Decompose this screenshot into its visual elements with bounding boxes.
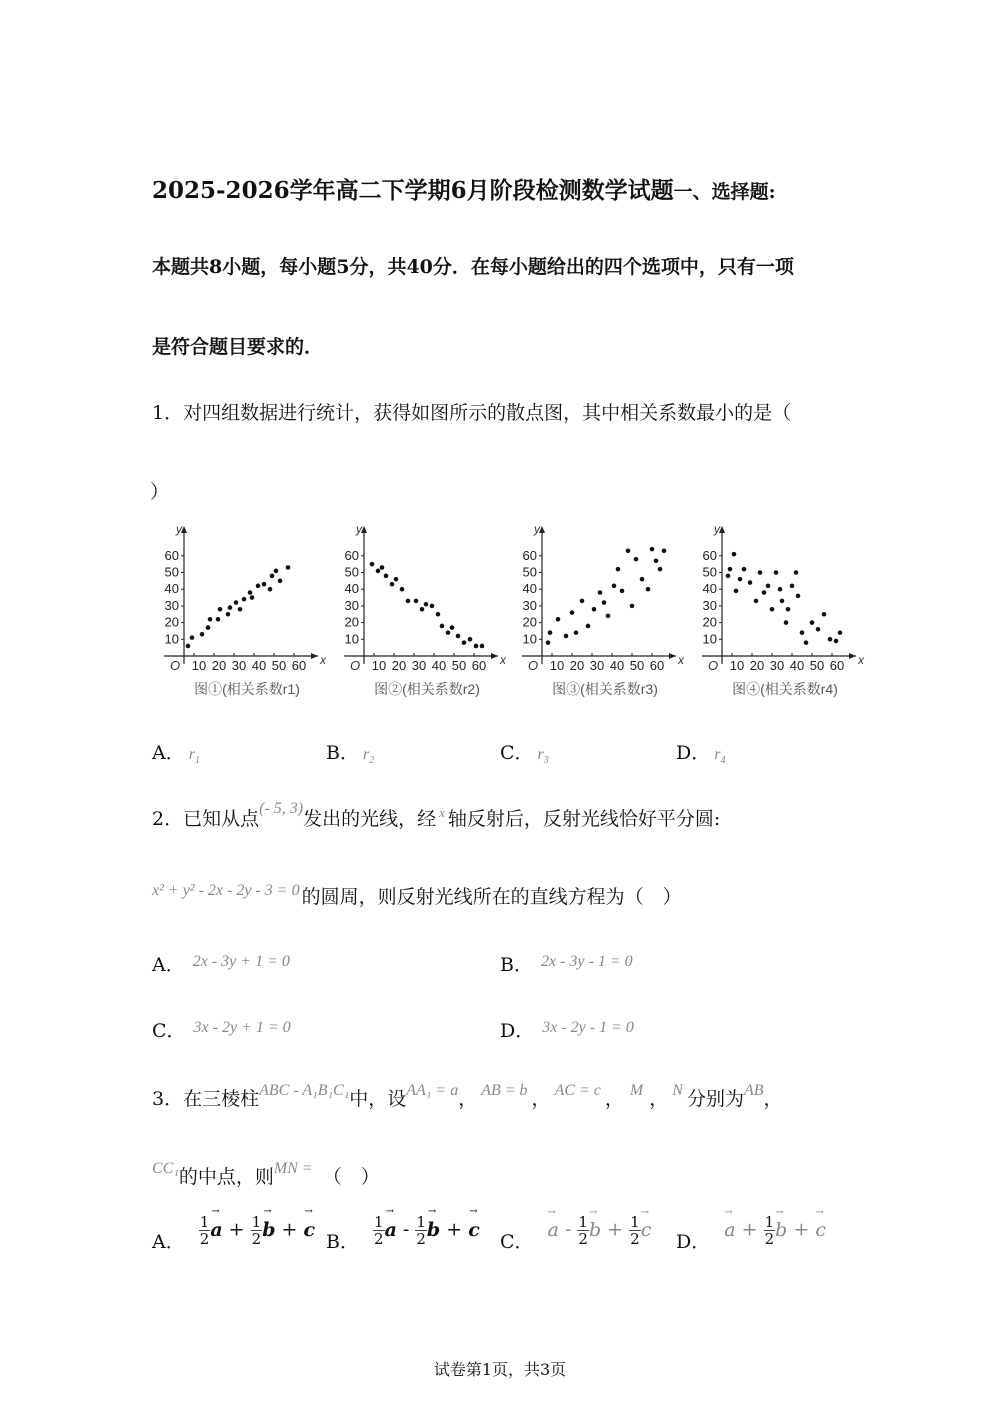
q3-paren: （ ） [322,1166,380,1188]
x-tick-label: 50 [809,658,825,673]
data-point [646,587,651,592]
data-point [828,637,833,642]
data-point [586,624,591,629]
data-point [770,607,775,612]
x-tick-label: 20 [569,658,585,673]
data-point [234,600,239,605]
data-point [780,599,785,604]
page-title [152,172,776,205]
data-point [778,587,783,592]
q2-option-c[interactable] [152,1016,291,1043]
x-tick-label: 50 [451,658,467,673]
scatter-chart-1 [152,522,332,702]
data-point [200,632,205,637]
x-tick-label: 40 [251,658,267,673]
data-point [228,605,233,610]
y-tick-label: 60 [344,547,359,563]
y-tick-label: 50 [522,564,537,580]
q2-stem [152,800,721,831]
data-point [468,637,473,642]
data-point [800,630,805,635]
y-tick-label: 60 [164,547,179,563]
q1-option-d[interactable] [676,738,725,765]
data-point [436,612,441,617]
x-tick-label: 10 [729,658,745,673]
data-point [822,612,827,617]
x-tick-label: 60 [291,658,307,673]
data-point [754,599,759,604]
data-point [580,599,585,604]
x-tick-label: 60 [649,658,665,673]
q3-ab: AB [743,1082,764,1099]
data-point [794,570,799,575]
x-tick-label: 10 [191,658,207,673]
data-point [250,595,255,600]
y-tick-label: 30 [522,597,537,613]
data-point [734,589,739,594]
y-axis-label: y [714,522,720,536]
option-label: D． [676,1230,711,1253]
q3-option-b[interactable]: B． $\frac{1}{2}$ → a - $\frac{1}{2}$ → b + → c [326,1214,480,1247]
data-point [556,617,561,622]
data-point [376,569,381,574]
data-point [726,574,731,579]
data-point [774,570,779,575]
data-point [450,625,455,630]
data-point [546,640,551,645]
q3-sep: ， [531,1088,551,1110]
origin-label: O [708,658,719,673]
q3-m: M [629,1082,644,1099]
option-label: B． [326,1230,359,1253]
q1-option-a[interactable] [152,738,200,765]
q3-eq2: AB = b [481,1082,528,1099]
data-point [650,547,655,552]
option-label: C． [152,1020,186,1042]
data-point [612,584,617,589]
data-point [186,644,191,649]
data-point [430,604,435,609]
option-sub: 4 [720,755,726,766]
option-label: C． [500,1230,534,1253]
data-point [626,548,631,553]
option-var: r [362,746,370,763]
option-label: A． [152,1230,185,1253]
option-label: A． [152,954,185,976]
data-point [406,599,411,604]
data-point [456,634,461,639]
data-point [816,627,821,632]
y-tick-label: 20 [522,614,537,630]
y-tick-label: 20 [344,614,359,630]
q3-sep: ， [763,1088,783,1110]
x-tick-label: 10 [371,658,387,673]
y-tick-label: 40 [522,581,537,597]
option-expr: 3x - 2y - 1 = 0 [542,1019,634,1036]
data-point [748,580,753,585]
q3-sep: ， [649,1088,669,1110]
data-point [784,620,789,625]
x-tick-label: 60 [829,658,845,673]
data-point [548,630,553,635]
option-label: B． [500,954,533,976]
data-point [616,567,621,572]
x-axis-label: x [858,653,864,667]
data-point [268,587,273,592]
q3-t3: 的中点，则 [178,1166,274,1188]
data-point [208,617,213,622]
y-tick-label: 60 [522,547,537,563]
data-point [262,582,267,587]
option-var: r [188,746,195,763]
q3-option-c[interactable]: C． → a - $\frac{1}{2}$ → b + $\frac{1}{2}$ → c [500,1214,651,1247]
data-point [400,587,405,592]
data-point [256,584,261,589]
data-point [480,644,485,649]
option-sub: 1 [194,755,200,766]
data-point [226,612,231,617]
y-tick-label: 30 [702,597,717,613]
data-point [424,602,429,607]
data-point [634,557,639,562]
data-point [190,635,195,640]
q2-point: (- 5, 3) [259,800,304,817]
q3-eq1: AA₁ = a [406,1082,459,1099]
data-point [570,610,575,615]
x-tick-label: 40 [789,658,805,673]
q3-sep: ， [458,1088,478,1110]
data-point [658,567,663,572]
x-tick-label: 20 [391,658,407,673]
scatter-chart-3 [510,522,690,702]
data-point [286,565,291,570]
option-label: A． [152,742,185,764]
q3-option-d[interactable]: D． → a + $\frac{1}{2}$ → b + → c [676,1214,826,1247]
q3-stem-2 [152,1162,380,1189]
option-sub: 2 [369,755,375,766]
page-footer: 试卷第1页，共3页 [433,1360,567,1379]
q2-prefix: 2．已知从点 [152,808,260,830]
x-axis-arrow [849,653,856,659]
data-point [834,639,839,644]
data-point [248,590,253,595]
x-axis-arrow [491,653,498,659]
data-point [414,599,419,604]
option-expr: 3x - 2y + 1 = 0 [193,1019,291,1036]
option-var: r [714,746,721,763]
data-point [654,559,659,564]
q3-t2: 分别为 [686,1088,744,1110]
x-tick-label: 20 [211,658,227,673]
x-tick-label: 40 [609,658,625,673]
data-point [758,570,763,575]
data-point [474,644,479,649]
q3-n: N [672,1082,683,1099]
data-point [380,565,385,570]
data-point [810,620,815,625]
scatter-chart-4 [690,522,870,702]
option-label: B． [326,742,359,764]
q3-eq3: AC = c [554,1082,601,1099]
data-point [766,584,771,589]
q1-option-c[interactable] [500,738,549,765]
q3-cc1: CC₁ [152,1160,179,1177]
data-point [620,589,625,594]
chart-caption: 图①(相关系数r1) [194,681,300,697]
q3-sep: ， [604,1088,624,1110]
q2-stem-2 [152,882,682,909]
data-point [742,567,747,572]
y-tick-label: 20 [702,614,717,630]
q3-stem [152,1084,783,1111]
origin-label: O [170,658,181,673]
x-axis-arrow [311,653,318,659]
data-point [592,607,597,612]
data-point [216,617,221,622]
q3-t1: 中，设 [349,1088,407,1110]
x-tick-label: 60 [471,658,487,673]
data-point [370,562,375,567]
q3-prefix: 3．在三棱柱 [152,1088,260,1110]
scatter-chart-2 [332,522,512,702]
data-point [762,590,767,595]
y-tick-label: 10 [344,631,359,647]
data-point [420,607,425,612]
option-sub: 3 [543,755,549,766]
y-axis-label: y [356,522,362,536]
y-tick-label: 60 [702,547,717,563]
q2-option-a[interactable] [152,950,290,977]
option-label: D． [676,742,711,764]
x-axis-arrow [669,653,676,659]
q2-mid2: 轴反射后，反射光线恰好平分圆: [447,808,721,830]
y-tick-label: 30 [164,597,179,613]
q2-rest: 的圆周，则反射光线所在的直线方程为（ ） [301,886,682,908]
option-expr: 2x - 3y - 1 = 0 [540,953,633,970]
q1-stem: 1．对四组数据进行统计，获得如图所示的散点图，其中相关系数最小的是（ [152,402,792,424]
data-point [804,640,809,645]
x-axis-label: x [320,653,326,667]
y-axis-label: y [534,522,540,536]
q1-option-b[interactable] [326,738,374,765]
data-point [394,577,399,582]
y-axis-label: y [176,522,182,536]
origin-label: O [528,658,539,673]
data-point [728,567,733,572]
q2-mid1: 发出的光线，经 [303,808,437,830]
data-point [606,614,611,619]
x-tick-label: 50 [271,658,287,673]
data-point [796,594,801,599]
data-point [790,584,795,589]
intro-line-1: 本题共8小题，每小题5分，共40分．在每小题给出的四个选项中，只有一项 [152,256,794,278]
data-point [662,548,667,553]
chart-caption: 图③(相关系数r3) [552,681,658,697]
q3-mn: MN = [273,1160,313,1177]
y-tick-label: 40 [164,581,179,597]
x-axis-label: x [500,653,506,667]
y-tick-label: 50 [164,564,179,580]
data-point [598,590,603,595]
y-tick-label: 30 [344,597,359,613]
data-point [838,630,843,635]
data-point [384,574,389,579]
chart-caption: 图④(相关系数r4) [732,681,838,697]
chart-caption: 图②(相关系数r2) [374,681,480,697]
q2-circle-eq: x² + y² - 2x - 2y - 3 = 0 [152,882,300,899]
data-point [462,640,467,645]
x-tick-label: 50 [629,658,645,673]
x-tick-label: 30 [411,658,427,673]
data-point [206,625,211,630]
y-tick-label: 10 [702,631,717,647]
x-tick-label: 10 [549,658,565,673]
y-tick-label: 40 [702,581,717,597]
data-point [564,634,569,639]
intro-line-2: 是符合题目要求的． [152,336,324,358]
option-label: D． [500,1020,535,1042]
option-var: r [537,746,544,763]
data-point [390,582,395,587]
data-point [446,630,451,635]
q3-option-a[interactable]: A． $\frac{1}{2}$ → a + $\frac{1}{2}$ → b + → c [152,1214,315,1247]
q2-option-b[interactable] [500,950,633,977]
option-expr: 2x - 3y + 1 = 0 [192,953,290,970]
data-point [786,607,791,612]
data-point [242,597,247,602]
option-label: C． [500,742,534,764]
x-tick-label: 30 [231,658,247,673]
data-point [574,630,579,635]
y-tick-label: 10 [522,631,537,647]
data-point [440,624,445,629]
x-tick-label: 30 [769,658,785,673]
data-point [274,569,279,574]
section-head: 一、选择题: [673,181,776,203]
data-point [738,577,743,582]
y-tick-label: 50 [702,564,717,580]
q2-axis: x [439,805,445,820]
data-point [278,579,283,584]
y-tick-label: 20 [164,614,179,630]
data-point [640,577,645,582]
data-point [218,607,223,612]
data-point [732,552,737,557]
title-text: 2025-2026学年高二下学期6月阶段检测数学试题 [152,177,674,204]
x-tick-label: 40 [431,658,447,673]
y-tick-label: 40 [344,581,359,597]
data-point [238,607,243,612]
data-point [602,600,607,605]
y-tick-label: 50 [344,564,359,580]
x-axis-label: x [678,653,684,667]
y-tick-label: 10 [164,631,179,647]
data-point [270,574,275,579]
q3-prism: ABC - A₁B₁C₁ [259,1082,350,1099]
q1-stem-close: ） [150,481,170,503]
q2-option-d[interactable] [500,1016,634,1043]
origin-label: O [350,658,361,673]
data-point [630,604,635,609]
x-tick-label: 20 [749,658,765,673]
x-tick-label: 30 [589,658,605,673]
